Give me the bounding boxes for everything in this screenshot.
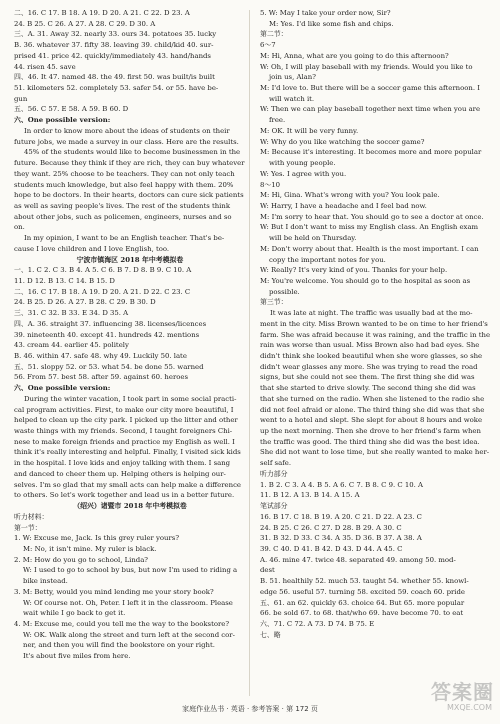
text-line: ment in the city. Miss Brown wanted to be on time to her friend's [260, 319, 488, 328]
text-line: 六、One possible version: [14, 384, 111, 393]
right-column [260, 8, 492, 698]
text-line: signs, but she could not see them. The first thing she did was [260, 373, 475, 382]
text-line: 4. M: Excuse me, could you tell me the way to the bookstore? [14, 619, 230, 628]
text-line: think it's really interesting and helpful. Finally, I visited sick kids [14, 448, 241, 457]
text-line: gun [14, 94, 28, 103]
text-line: 第一节： [14, 523, 42, 532]
text-line: rain was worse than usual. Miss Brown also had bad eyes. She [260, 341, 480, 350]
text-line: ner, and then you will find the bookstore on your right. [23, 641, 215, 650]
text-line: dest [260, 566, 275, 575]
text-line: didn't think she looked beautiful when she wore glasses, so she [260, 352, 483, 360]
text-line: W: But I don't want to miss my English class. An English exam [260, 223, 479, 232]
text-line: 44. risen 45. save [14, 62, 76, 71]
text-line: 六、71. C 72. A 73. D 74. B 75. E [260, 619, 375, 628]
text-line: with young people. [269, 159, 336, 168]
text-line: cause I love children and I love English, too. [14, 244, 170, 253]
text-line: 二、16. C 17. B 18. A 19. D 20. A 21. C 22. D 23. A [14, 9, 190, 17]
text-line: 45% of the students would like to become businessmen in the [24, 148, 241, 157]
text-line: will watch it. [269, 94, 315, 103]
text-line: M: Hi, Gina. What's wrong with you? You look pale. [260, 191, 440, 200]
text-line: 1. B 2. C 3. A 4. B 5. A 6. C 7. B 8. C 9. C 10. A [260, 480, 423, 489]
text-line: to others. So let's work together and lead us in a better future. [14, 491, 235, 500]
text-line: did not feel afraid or alone. The third thing she did was that she [260, 405, 485, 414]
text-line: It was late at night. The traffic was usually bad at the mo- [270, 309, 473, 318]
text-line: In my opinion, I want to be an English teacher. That's be- [24, 234, 225, 243]
text-line: will be held on Thursday. [269, 234, 357, 243]
text-line: W: Harry, I have a headache and I feel bad now. [260, 201, 427, 210]
text-line: 6～7 [260, 41, 276, 50]
text-line: 听力材料： [14, 512, 49, 521]
text-line: W: Then we can play baseball together next time when you are [260, 105, 481, 114]
text-line: 16. B 17. C 18. B 19. A 20. C 21. D 22. A 23. C [260, 512, 422, 521]
text-line: 51. kilometers 52. completely 53. safer 54. or 55. have be- [14, 84, 219, 93]
text-line: W: Really? It's very kind of you. Thanks for your help. [260, 266, 448, 275]
text-line: helped to clean up the city park. I picked up the litter and other [14, 416, 238, 425]
text-line: 三、31. C 32. B 33. E 34. D 35. A [14, 309, 129, 318]
text-line: 三、A. 31. Away 32. nearly 33. ours 34. potatoes 35. lucky [14, 30, 217, 39]
text-line: in the hospital. I love kids and enjoy talking with them. I sang [14, 459, 231, 468]
text-line: 五、51. sloppy 52. or 53. what 54. be done 55. warned [14, 362, 204, 371]
text-line: W: Why do you like watching the soccer game? [260, 137, 425, 146]
text-line: up the next morning. Then she drove to her friend's farm when [260, 427, 481, 436]
text-line: B. 51. healthily 52. much 53. taught 54. whether 55. knowl- [260, 577, 469, 586]
watermark-logo [416, 676, 494, 720]
text-line: selves. I'm so glad that my small acts can help make a difference [14, 480, 242, 489]
text-line: 听力部分 [260, 469, 288, 478]
text-line: W: Of course not. Oh, Peter. I left it in the classroom. Please [23, 598, 233, 607]
watermark-logo-text: 答案圈 [431, 680, 494, 704]
text-line: 四、46. It 47. named 48. the 49. first 50. was built/is built [14, 73, 215, 82]
text-line: 24. B 25. D 26. A 27. B 28. C 29. B 30. D [14, 298, 156, 307]
text-line: 1. W: Excuse me, Jack. Is this grey ruler yours? [14, 534, 180, 543]
text-line: W: I used to go to school by bus, but now I'm used to riding a [23, 566, 238, 575]
text-line: 七、略 [260, 630, 281, 639]
text-line: 39. C 40. D 41. B 42. D 43. D 44. A 45. C [260, 544, 403, 553]
text-line: 8～10 [260, 180, 281, 189]
text-line: on. [14, 223, 25, 232]
text-line: possible. [269, 287, 300, 296]
text-line: It's about five miles from here. [23, 652, 131, 661]
text-line: prised 41. price 42. quickly/immediately 43. hand/hands [14, 51, 211, 60]
text-line: 39. nineteenth 40. except 41. hundreds 42. mentions [14, 330, 200, 339]
text-line: 四、A. 36. straight 37. influencing 38. licenses/licences [14, 319, 207, 328]
text-line: about other jobs, such as policemen, engineers, nurses and so [14, 212, 232, 221]
text-line: went to a hotel and slept. She slept for about 8 hours and woke [260, 416, 483, 425]
text-line: 2. M: How do you go to school, Linda? [14, 555, 149, 564]
text-line: free. [269, 116, 286, 125]
text-line: A. 46. mine 47. twice 48. separated 49. among 50. mod- [260, 555, 456, 564]
text-line: 一、1. C 2. C 3. B 4. A 5. C 6. B 7. D 8. B 9. C 10. A [14, 266, 192, 275]
text-line: future. Because they think if they are rich, they can buy whatever [14, 159, 245, 168]
text-line: 五、56. C 57. E 58. A 59. B 60. D [14, 105, 129, 114]
text-line: bike instead. [23, 577, 68, 586]
text-line: In order to know more about the ideas of students on their [24, 126, 230, 135]
text-line: 3. M: Betty, would you mind lending me your story book? [14, 587, 214, 596]
text-line: M: Because it's interesting. It becomes more and more popular [260, 148, 482, 157]
text-line: M: You're welcome. You should go to the hospital as soon as [260, 276, 471, 285]
text-line: 宁波市镇海区 2018 年中考模拟卷 [76, 255, 184, 264]
text-line: self safe. [260, 459, 292, 468]
watermark-url: MXQE.COM [446, 703, 492, 712]
text-line: as well as saving people's lives. The rest of the students think [14, 201, 230, 210]
text-line: M: Yes. I'd like some fish and chips. [269, 19, 394, 28]
page-footer: 家庭作业丛书 · 英语 · 参考答案 · 第 172 页 [182, 705, 318, 713]
text-line: M: OK. It will be very funny. [260, 126, 359, 135]
text-line: M: Hi, Anna, what are you going to do this afternoon? [260, 51, 449, 60]
text-line: During the winter vacation, I took part in some social practi- [24, 394, 237, 403]
text-line: didn't wear glasses any more. She was trying to read the road [260, 362, 478, 371]
text-line: B. 36. whatever 37. fifty 38. leaving 39. child/kid 40. sur- [14, 41, 214, 50]
text-line: cal program activities. First, to make our city more beautiful, I [14, 405, 234, 414]
text-line: M: Don't worry about that. Health is the most important. I can [260, 244, 479, 253]
text-line: W: Oh, I will play baseball with my friends. Would you like to [260, 62, 473, 71]
text-line: that she turned on the radio. When she listened to the radio she [260, 394, 485, 403]
text-line: M: I'd love to. But there will be a soccer game this afternoon. I [260, 84, 480, 93]
text-line: 24. B 25. C 26. C 27. D 28. B 29. A 30. C [260, 523, 402, 532]
text-line: 六、One possible version: [14, 116, 111, 125]
text-line: 43. cream 44. earlier 45. politely [14, 341, 129, 350]
text-line: 第二节： [260, 30, 288, 39]
text-line: and danced to cheer them up. Helping others is helping our- [14, 469, 226, 478]
text-line: copy the important notes for you. [269, 255, 386, 264]
text-line: they want. 25% choose to be teachers. They can not only teach [14, 169, 235, 178]
left-column [14, 8, 246, 698]
text-line: 56. From 57. best 58. after 59. against 60. heroes [14, 373, 189, 382]
text-line: M: No, it isn't mine. My ruler is black. [23, 544, 157, 553]
text-line: 11. D 12. B 13. C 14. B 15. D [14, 276, 115, 285]
text-line: join us, Alan? [269, 73, 316, 82]
text-line: students much knowledge, but also feel happy with them. 20% [14, 180, 234, 189]
text-line: the traffic was good. The third thing she did was the best idea. [260, 437, 480, 446]
text-line: 11. B 12. A 13. B 14. A 15. A [260, 491, 360, 500]
text-line: M: I'm sorry to hear that. You should go to see a doctor at once. [260, 212, 484, 221]
text-line: 笔试部分 [260, 502, 288, 511]
text-line: W: Yes. I agree with you. [260, 169, 347, 178]
text-line: 五、61. an 62. quickly 63. choice 64. But 65. more popular [260, 598, 465, 607]
text-line: 31. B 32. D 33. C 34. A 35. D 36. B 37. A 38. A [260, 534, 422, 543]
text-line: 24. B 25. C 26. A 27. A 28. C 29. D 30. A [14, 19, 156, 28]
text-line: 5. W: May I take your order now, Sir? [260, 9, 391, 17]
text-line: edge 56. useful 57. turning 58. excited 59. coach 60. pride [260, 587, 466, 596]
text-line: waste things with my friends. Second, I taught foreigners Chi- [14, 427, 233, 436]
text-line: B. 46. within 47. safe 48. why 49. Luckily 50. late [14, 352, 187, 360]
text-line: 66. be sold 67. to 68. that/who 69. have become 70. to eat [260, 609, 464, 618]
text-line: She did not want to lose time, but she really wanted to make her- [260, 448, 490, 457]
text-line: 二、16. C 17. B 18. A 19. D 20. A 21. D 22. C 23. C [14, 287, 191, 296]
text-line: future jobs, we made a survey in our class. Here are the results. [14, 137, 239, 146]
text-line: hope to be doctors. In their hearts, doctors can cure sick patients [14, 191, 244, 200]
text-line: nese to make foreign friends and practice my English as well. I [14, 437, 235, 446]
text-line: that she started to drive slowly. The second thing she did was [260, 384, 476, 393]
column-divider [249, 10, 250, 696]
text-line: W: OK. Walk along the street and turn left at the second cor- [23, 630, 235, 639]
text-line: （绍兴）诸暨市 2018 年中考模拟卷 [73, 502, 187, 511]
text-line: wait while I go back to get it. [23, 609, 126, 618]
text-line: farm. She was afraid because it was raining, and the traffic in the [260, 330, 491, 339]
text-line: 第三节： [260, 298, 288, 307]
